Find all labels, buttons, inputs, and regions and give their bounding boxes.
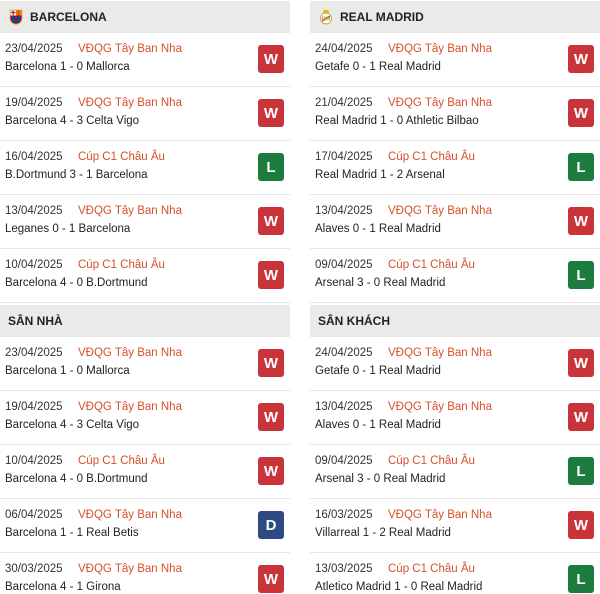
match-date: 23/04/2025 xyxy=(5,43,63,55)
match-list-home xyxy=(0,337,290,594)
match-league: VĐQG Tây Ban Nha xyxy=(78,347,182,359)
match-score: Arsenal 3 - 0 Real Madrid xyxy=(315,473,446,485)
result-badge: L xyxy=(568,457,594,485)
match-list-barcelona xyxy=(0,33,290,303)
section-header-real-madrid xyxy=(310,1,600,33)
match-score: Barcelona 4 - 1 Girona xyxy=(5,581,121,593)
match-score: Barcelona 4 - 3 Celta Vigo xyxy=(5,419,140,431)
match-list-real-madrid xyxy=(310,33,600,303)
match-row xyxy=(0,553,290,594)
match-date: 16/03/2025 xyxy=(315,509,373,521)
match-row xyxy=(310,553,600,594)
match-score: B.Dortmund 3 - 1 Barcelona xyxy=(5,169,148,181)
match-score: Barcelona 1 - 1 Real Betis xyxy=(5,527,139,539)
result-badge: L xyxy=(568,565,594,593)
match-score: Barcelona 1 - 0 Mallorca xyxy=(5,61,130,73)
match-date: 10/04/2025 xyxy=(5,455,63,467)
match-league: VĐQG Tây Ban Nha xyxy=(78,205,182,217)
result-badge: W xyxy=(258,457,284,485)
match-score: Getafe 0 - 1 Real Madrid xyxy=(315,365,441,377)
match-league: Cúp C1 Châu Âu xyxy=(388,563,475,575)
section-title: SÂN KHÁCH xyxy=(318,314,390,328)
match-list-away xyxy=(310,337,600,594)
team-title: REAL MADRID xyxy=(340,10,424,24)
section-header-barcelona xyxy=(0,1,290,33)
result-badge: L xyxy=(568,261,594,289)
match-date: 13/03/2025 xyxy=(315,563,373,575)
match-row xyxy=(310,249,600,303)
match-league: VĐQG Tây Ban Nha xyxy=(388,509,492,521)
section-header-home xyxy=(0,305,290,337)
match-date: 10/04/2025 xyxy=(5,259,63,271)
match-league: VĐQG Tây Ban Nha xyxy=(78,401,182,413)
match-league: VĐQG Tây Ban Nha xyxy=(78,43,182,55)
match-row xyxy=(0,249,290,303)
match-row xyxy=(0,391,290,445)
result-badge: W xyxy=(568,207,594,235)
match-date: 06/04/2025 xyxy=(5,509,63,521)
match-row xyxy=(0,141,290,195)
match-row xyxy=(310,391,600,445)
match-league: VĐQG Tây Ban Nha xyxy=(388,43,492,55)
match-row xyxy=(310,195,600,249)
match-date: 30/03/2025 xyxy=(5,563,63,575)
match-score: Villarreal 1 - 2 Real Madrid xyxy=(315,527,451,539)
result-badge: W xyxy=(568,99,594,127)
match-score: Real Madrid 1 - 2 Arsenal xyxy=(315,169,445,181)
result-badge: W xyxy=(258,99,284,127)
match-date: 16/04/2025 xyxy=(5,151,63,163)
result-badge: W xyxy=(258,349,284,377)
match-row xyxy=(0,33,290,87)
result-badge: W xyxy=(258,207,284,235)
match-row xyxy=(0,87,290,141)
match-date: 13/04/2025 xyxy=(5,205,63,217)
result-badge: W xyxy=(568,349,594,377)
match-date: 13/04/2025 xyxy=(315,205,373,217)
match-league: Cúp C1 Châu Âu xyxy=(78,151,165,163)
result-badge: W xyxy=(568,45,594,73)
match-league: VĐQG Tây Ban Nha xyxy=(388,347,492,359)
match-league: VĐQG Tây Ban Nha xyxy=(78,509,182,521)
match-league: VĐQG Tây Ban Nha xyxy=(388,97,492,109)
real-madrid-crest-icon xyxy=(318,9,334,25)
match-league: Cúp C1 Châu Âu xyxy=(388,455,475,467)
match-league: Cúp C1 Châu Âu xyxy=(388,259,475,271)
match-date: 21/04/2025 xyxy=(315,97,373,109)
section-title: SÂN NHÀ xyxy=(8,314,63,328)
match-score: Atletico Madrid 1 - 0 Real Madrid xyxy=(315,581,483,593)
result-badge: L xyxy=(258,153,284,181)
match-score: Barcelona 4 - 0 B.Dortmund xyxy=(5,277,148,289)
match-league: VĐQG Tây Ban Nha xyxy=(78,97,182,109)
match-row xyxy=(0,445,290,499)
match-date: 19/04/2025 xyxy=(5,97,63,109)
match-score: Getafe 0 - 1 Real Madrid xyxy=(315,61,441,73)
match-date: 24/04/2025 xyxy=(315,347,373,359)
match-row xyxy=(310,33,600,87)
match-row xyxy=(310,141,600,195)
match-score: Alaves 0 - 1 Real Madrid xyxy=(315,419,441,431)
match-row xyxy=(0,337,290,391)
team-title: BARCELONA xyxy=(30,10,107,24)
match-league: VĐQG Tây Ban Nha xyxy=(388,401,492,413)
match-league: Cúp C1 Châu Âu xyxy=(388,151,475,163)
match-league: Cúp C1 Châu Âu xyxy=(78,259,165,271)
match-date: 13/04/2025 xyxy=(315,401,373,413)
result-badge: W xyxy=(258,403,284,431)
match-row xyxy=(0,499,290,553)
match-date: 24/04/2025 xyxy=(315,43,373,55)
barcelona-crest-icon xyxy=(8,9,24,25)
result-badge: W xyxy=(258,261,284,289)
match-score: Leganes 0 - 1 Barcelona xyxy=(5,223,131,235)
match-score: Arsenal 3 - 0 Real Madrid xyxy=(315,277,446,289)
match-score: Barcelona 1 - 0 Mallorca xyxy=(5,365,130,377)
match-row xyxy=(310,87,600,141)
match-date: 23/04/2025 xyxy=(5,347,63,359)
svg-text:RM: RM xyxy=(321,16,331,23)
section-header-away xyxy=(310,305,600,337)
result-badge: W xyxy=(568,403,594,431)
match-date: 09/04/2025 xyxy=(315,259,373,271)
match-row xyxy=(310,445,600,499)
match-row xyxy=(310,499,600,553)
match-score: Real Madrid 1 - 0 Athletic Bilbao xyxy=(315,115,479,127)
match-league: Cúp C1 Châu Âu xyxy=(78,455,165,467)
match-league: VĐQG Tây Ban Nha xyxy=(78,563,182,575)
match-date: 17/04/2025 xyxy=(315,151,373,163)
match-league: VĐQG Tây Ban Nha xyxy=(388,205,492,217)
match-date: 19/04/2025 xyxy=(5,401,63,413)
result-badge: W xyxy=(258,45,284,73)
match-row xyxy=(310,337,600,391)
result-badge: W xyxy=(568,511,594,539)
result-badge: D xyxy=(258,511,284,539)
match-row xyxy=(0,195,290,249)
result-badge: L xyxy=(568,153,594,181)
match-date: 09/04/2025 xyxy=(315,455,373,467)
match-score: Barcelona 4 - 0 B.Dortmund xyxy=(5,473,148,485)
match-score: Alaves 0 - 1 Real Madrid xyxy=(315,223,441,235)
left-column xyxy=(0,0,290,594)
match-score: Barcelona 4 - 3 Celta Vigo xyxy=(5,115,140,127)
right-column xyxy=(310,0,600,594)
result-badge: W xyxy=(258,565,284,593)
